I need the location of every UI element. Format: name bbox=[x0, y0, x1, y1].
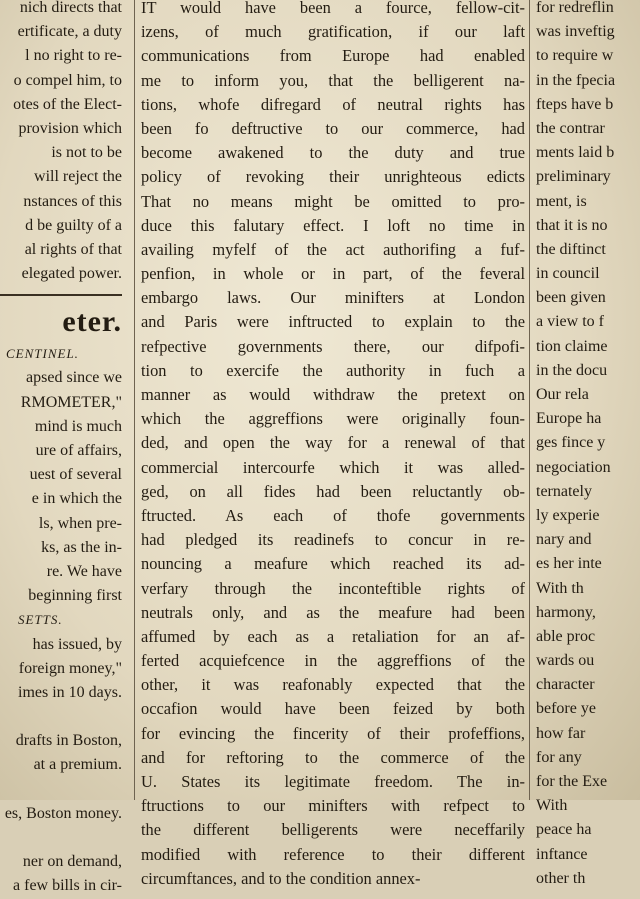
text-line: affumed by each as a retaliation for an af- bbox=[141, 626, 525, 646]
text-line: ments laid b bbox=[536, 144, 615, 162]
text-line: in council bbox=[536, 265, 600, 283]
text-line: nary and bbox=[536, 531, 592, 549]
text-line: will reject the bbox=[34, 168, 122, 186]
text-line: ertificate, a duty bbox=[17, 23, 122, 41]
text-line: nich directs that bbox=[19, 0, 122, 16]
text-line: l no right to re- bbox=[25, 47, 122, 65]
text-line: before ye bbox=[536, 700, 596, 718]
text-line: peace ha bbox=[536, 821, 592, 839]
text-line: had pledged its readinefs to concur in re- bbox=[141, 530, 525, 550]
middle-column-text bbox=[141, 0, 525, 891]
text-line: preliminary bbox=[536, 168, 611, 186]
text-line: foreign money," bbox=[18, 659, 122, 677]
text-line: verfary through the inconteftible rights of bbox=[141, 578, 525, 598]
text-line: character bbox=[536, 676, 595, 694]
text-line: was inveftig bbox=[536, 23, 615, 41]
text-line: that it is no bbox=[536, 216, 608, 234]
text-line: o compel him, to bbox=[13, 71, 122, 89]
text-line: ternately bbox=[536, 482, 592, 500]
text-line: drafts in Boston, bbox=[15, 732, 122, 750]
text-line: ls, when pre- bbox=[38, 514, 122, 532]
middle-column bbox=[141, 0, 525, 888]
text-line: other, it was reafonably expected that the bbox=[141, 675, 525, 695]
text-line: in the fpecia bbox=[536, 71, 616, 89]
text-line: the diftinct bbox=[536, 240, 606, 258]
text-line: penfion, in whole or in part, of the feveral bbox=[141, 264, 525, 284]
text-line: wards ou bbox=[536, 652, 595, 670]
text-line: commercial intercourfe which it was alled- bbox=[141, 457, 525, 477]
text-line: es her inte bbox=[536, 555, 602, 573]
text-line: been fo deftructive to our commerce, had bbox=[141, 118, 525, 138]
text-line: at a premium. bbox=[33, 756, 122, 774]
text-line: With th bbox=[536, 579, 584, 597]
text-line: how far bbox=[536, 724, 586, 742]
text-line: which the aggreffions were originally foun- bbox=[141, 409, 525, 429]
text-line: With bbox=[536, 797, 568, 815]
text-line: and Paris were inftructed to explain to the bbox=[141, 312, 525, 332]
text-line: to require w bbox=[536, 47, 614, 65]
text-line: harmony, bbox=[536, 603, 596, 621]
text-line: is not to be bbox=[51, 144, 122, 162]
text-line: ure of affairs, bbox=[35, 442, 122, 459]
text-line: ner on demand, bbox=[22, 853, 122, 871]
text-line: U. States its legitimate freedom. The in- bbox=[141, 772, 525, 791]
text-line: mind is much bbox=[34, 417, 122, 435]
text-line: apsed since we bbox=[26, 369, 122, 387]
text-line: been given bbox=[536, 289, 606, 307]
text-line: RMOMETER," bbox=[20, 393, 122, 411]
text-line: occafion would have been feized by both bbox=[141, 699, 525, 719]
text-line: the different belligerents were neceffarily bbox=[141, 820, 525, 840]
text-line: and for reftoring to the commerce of the bbox=[141, 747, 525, 767]
text-line: uest of several bbox=[29, 466, 122, 484]
section-title: SETTS. bbox=[18, 612, 63, 628]
text-line: d be guilty of a bbox=[25, 216, 122, 234]
left-column bbox=[0, 0, 124, 895]
text-line: ges fince y bbox=[536, 434, 606, 452]
section-divider bbox=[0, 294, 122, 296]
text-line: izens, of much gratification, if our laft bbox=[141, 22, 525, 42]
text-line: nstances of this bbox=[23, 192, 122, 210]
text-line: in the docu bbox=[536, 361, 608, 379]
text-line: manner as would withdraw the pretext on bbox=[141, 385, 525, 404]
text-line: the contrar bbox=[536, 119, 605, 137]
text-line: a view to f bbox=[536, 313, 604, 331]
text-line: otes of the Elect- bbox=[13, 95, 122, 113]
text-line: me to inform you, that the belligerent na- bbox=[141, 70, 525, 90]
text-line: fteps have b bbox=[536, 95, 614, 113]
text-line: tions, whofe difregard of neutral rights has bbox=[141, 94, 525, 114]
text-line: refpective governments there, our difpofi- bbox=[141, 336, 525, 356]
left-column-text bbox=[0, 0, 122, 899]
right-column-text bbox=[536, 0, 615, 891]
column-rule-left bbox=[134, 0, 135, 800]
text-line: duce this falutary effect. I loft no time in bbox=[141, 215, 525, 235]
text-line: for redreflin bbox=[536, 0, 614, 16]
text-line: nouncing a meafure which reached its ad- bbox=[141, 554, 525, 574]
text-line: a few bills in cir- bbox=[13, 877, 122, 895]
text-line: IT would have been a fource, fellow-cit- bbox=[141, 0, 525, 17]
text-line: Our rela bbox=[536, 386, 589, 403]
text-line: communications from Europe had enabled bbox=[141, 46, 525, 66]
text-line: ftructions to our minifters with refpect to bbox=[141, 796, 525, 816]
text-line bbox=[0, 705, 122, 729]
text-line: ly experie bbox=[536, 506, 600, 524]
column-rule-right bbox=[529, 0, 530, 800]
text-line: beginning first bbox=[28, 587, 122, 605]
text-line: tion claime bbox=[536, 337, 608, 355]
text-line: provision which bbox=[18, 119, 122, 137]
text-line: embargo laws. Our minifters at London bbox=[141, 288, 525, 308]
text-line: ks, as the in- bbox=[41, 538, 122, 556]
text-line: negociation bbox=[536, 458, 611, 476]
text-line: elegated power. bbox=[21, 265, 122, 283]
text-line: become awakened to the duty and true bbox=[141, 143, 525, 163]
text-line: circumftances, and to the condition annex- bbox=[141, 868, 421, 888]
text-line bbox=[0, 778, 122, 802]
text-line: inftance bbox=[536, 845, 588, 863]
text-line: es, Boston money. bbox=[4, 804, 122, 822]
text-line: ged, on all fides had been reluctantly ob- bbox=[141, 481, 525, 501]
text-line: other th bbox=[536, 869, 586, 887]
text-line: ftructed. As each of thofe governments bbox=[141, 505, 525, 525]
text-line: That no means might be omitted to pro- bbox=[141, 191, 525, 211]
text-line: has issued, by bbox=[32, 635, 122, 653]
text-line: policy of revoking their unrighteous edicts bbox=[141, 167, 525, 187]
text-line: modified with reference to their different bbox=[141, 844, 525, 864]
text-line: ferted acquiefcence in the aggreffions of the bbox=[141, 651, 525, 671]
text-line: for the Exe bbox=[536, 773, 608, 790]
text-line: imes in 10 days. bbox=[18, 683, 122, 701]
text-line: re. We have bbox=[46, 562, 122, 580]
text-line: neutrals only, and as the meafure had been bbox=[141, 602, 525, 622]
section-heading: eter. bbox=[62, 305, 122, 339]
section-subheading: CENTINEL. bbox=[6, 346, 79, 362]
text-line: for any bbox=[536, 748, 582, 766]
text-line: tion to exercife the authority in fuch a bbox=[141, 360, 525, 380]
text-line: able proc bbox=[536, 627, 596, 645]
text-line: Europe ha bbox=[536, 410, 602, 428]
text-line: ded, and open the way for a renewal of that bbox=[141, 433, 525, 453]
text-line: availing myfelf of the act authorifing a fuf- bbox=[141, 239, 525, 259]
text-line: for evincing the fincerity of their profeffions, bbox=[141, 723, 525, 743]
text-line: al rights of that bbox=[24, 240, 122, 258]
text-line: ment, is bbox=[536, 192, 587, 210]
text-line bbox=[0, 826, 122, 850]
right-column bbox=[536, 0, 640, 887]
text-line: e in which the bbox=[31, 490, 122, 508]
